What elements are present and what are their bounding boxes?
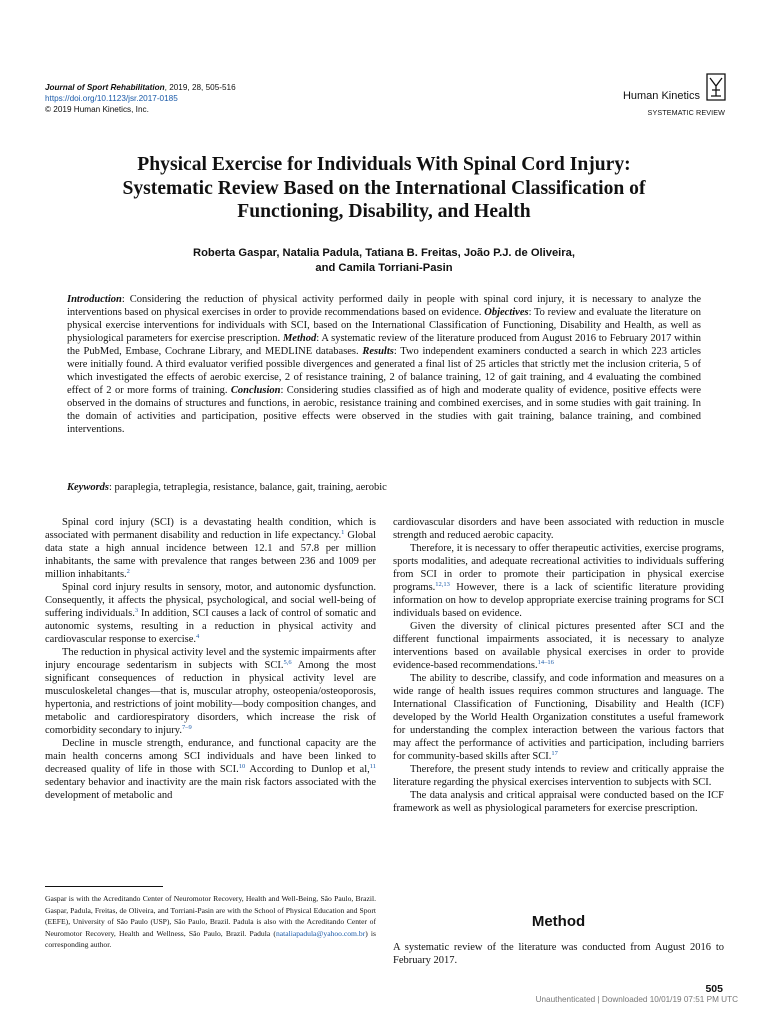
keywords: [67, 481, 701, 494]
citation-ref[interactable]: 10: [238, 763, 246, 770]
paragraph: [393, 672, 724, 763]
text-run: Global data state a high annual incidence between 12.1 and 57.8 per million inhabitants, the same with prevalence that ranges between 236 and 1009 per million inhabitants.: [45, 530, 376, 580]
email-link[interactable]: nataliapadula@yahoo.com.br: [275, 928, 366, 938]
paragraph: [393, 620, 724, 672]
text-run: The ability to describe, classify, and code information and measures on a wide range of health issues requires common structures and language. The International Classification of Functioning, Disability and Health (ICF) developed by the World Health Organization constitutes a useful framework for understanding the complex interaction between the various factors that may affect the performance of activities and participation, including barriers for community-based skills after SCI.: [393, 673, 724, 762]
footnote-rule: [45, 886, 163, 887]
publisher-logo: [610, 72, 728, 120]
text-run: According to Dunlop et al,: [245, 764, 370, 775]
text-run: In addition, SCI causes a lack of control of somatic and autonomic systems, resulting in a reduction in physical activity and cardiovascular response to exercise.: [45, 608, 376, 645]
abstract-objectives-text: : To review and evaluate the literature on physical exercise interventions for individuals with SCI, based on the International Classification of Functioning, Disability and Health, as well as physiological parameters for exercise prescription.: [67, 307, 701, 344]
authors-line: and Camila Torriani-Pasin: [315, 262, 453, 274]
footnote-tail: ) is corresponding author.: [45, 928, 376, 949]
citation-ref[interactable]: 4: [196, 633, 200, 640]
paragraph: [45, 516, 376, 581]
text-run: Given the diversity of clinical pictures presented after SCI and the different functional impairments associated, it is necessary to analyze interventions based on available physical exercises in order to provide evidence-based recommendations.: [393, 621, 724, 671]
footnote-text: Gaspar is with the Acreditando Center of Neuromotor Recovery, Health and Well-Being, São Paulo, Brazil. Gaspar, Padula, Freitas, de Oliveira, and Torriani-Pasin are with the School of Physical Education and Sport (EEFE), University of São Paulo (USP), São Paulo, Brazil. Padula is also with the Acreditando Center of Neuromotor Recovery, Health and Wellness, São Paulo, Brazil. Padula (: [45, 894, 376, 938]
copyright: © 2019 Human Kinetics, Inc.: [45, 105, 149, 114]
title-line: Systematic Review Based on the International Classification of: [122, 177, 646, 199]
citation-ref[interactable]: 7–9: [181, 724, 192, 731]
text-run: Among the most significant consequences of reduction in physical activity level are musculoskeletal changes—that is, muscular atrophy, osteopenia/osteoporosis, hypertonia, and restrictions of joint mobility—body composition changes, and metabolic and cardiorespiratory disorders, which increase the risk of comorbidity secondary to injury.: [45, 660, 376, 736]
citation-ref[interactable]: 11: [369, 763, 376, 770]
section-heading-method: Method: [531, 913, 586, 930]
method-paragraph: A systematic review of the literature was conducted from August 2016 to February 2017.: [393, 942, 724, 966]
authors-line: Roberta Gaspar, Natalia Padula, Tatiana B. Freitas, João P.J. de Oliveira,: [193, 247, 575, 259]
abstract-results-text: : Two independent examiners conducted a search in which 223 articles were initially found. A third evaluator verified possible divergences and generated a final list of 25 articles that strictly met the inclusion criteria, 5 of which investigated the effects of aerobic exercise, 2 of resistance training, 2 of balance training, 12 of gait training, and 4 evaluating the combined effect of 2 or more forms of training.: [67, 346, 701, 396]
paragraph: [393, 542, 724, 620]
download-notice: Unauthenticated | Downloaded 10/01/19 07:51 PM UTC: [535, 995, 738, 1004]
paragraph: cardiovascular disorders and have been associated with reduction in muscle strength and reduced aerobic capacity.: [393, 517, 724, 541]
text-run: Spinal cord injury results in sensory, motor, and autonomic dysfunction. Consequently, it affects the physical, psychological, and social well-being of suffering individuals.: [45, 582, 376, 619]
human-kinetics-logo-icon: [704, 72, 728, 102]
abstract-intro-label: Introduction: [67, 294, 122, 305]
abstract-conclusion-text: : Considering studies classified as of high and moderate quality of evidence, positive effects were observed in the domains of structures and functions, in aerobic, resistance training and combined exercises, and in some studies with gait training. In the domain of activities and participation, positive effects were observed in the studies with gait training, balance training, and combined interventions.: [67, 385, 701, 435]
text-run: sedentary behavior and inactivity are the main risk factors associated with the development of metabolic and: [45, 777, 376, 801]
paragraph: [45, 646, 376, 737]
text-run: However, there is a lack of scientific literature providing information on how to develop appropriate exercise training programs for SCI individuals based on evidence.: [393, 582, 724, 619]
text-run: The reduction in physical activity level and the systemic impairments after injury encourage sedentarism in subjects with SCI.: [45, 647, 376, 671]
keywords-label: Keywords: [67, 482, 109, 493]
citation-ref[interactable]: 12,13: [435, 581, 450, 588]
citation-ref[interactable]: 1: [341, 529, 345, 536]
citation-ref[interactable]: 17: [551, 750, 558, 757]
paragraph: Therefore, the present study intends to review and critically appraise the literature regarding the physical exercises intervention to subjects with SCI.: [393, 764, 724, 788]
page-number: 505: [705, 983, 723, 995]
abstract-method-label: Method: [282, 333, 317, 344]
article-type: SYSTEMATIC REVIEW: [647, 108, 725, 117]
journal-title: Journal of Sport Rehabilitation: [45, 83, 165, 92]
abstract-results-label: Results: [362, 346, 394, 357]
keywords-text: : paraplegia, tetraplegia, resistance, balance, gait, training, aerobic: [109, 482, 387, 493]
text-run: Spinal cord injury (SCI) is a devastating health condition, which is associated with permanent disability and reduction in life expectancy.: [45, 517, 376, 541]
abstract-objectives-label: Objectives: [484, 307, 529, 318]
body-left-column: [45, 516, 376, 802]
footnote: [45, 893, 376, 951]
publisher-name: Human Kinetics: [622, 90, 700, 102]
paragraph: The data analysis and critical appraisal were conducted based on the ICF framework as well as physiological parameters for exercise prescription.: [393, 790, 724, 814]
article-title: [40, 153, 728, 224]
text-run: Decline in muscle strength, endurance, and functional capacity are the main health concerns among SCI individuals and have been linked to decreased quality of life in those with SCI.: [45, 738, 376, 775]
doi-link[interactable]: https://doi.org/10.1123/jsr.2017-0185: [45, 94, 178, 103]
citation-ref[interactable]: 5,6: [283, 659, 292, 666]
journal-citation: , 2019, 28, 505-516: [164, 83, 236, 92]
abstract: [67, 293, 701, 436]
body-right-column: [393, 516, 724, 815]
title-line: Physical Exercise for Individuals With Spinal Cord Injury:: [137, 154, 631, 175]
journal-meta: [45, 82, 236, 115]
citation-ref[interactable]: 14–16: [537, 659, 554, 666]
title-line: Functioning, Disability, and Health: [237, 201, 531, 222]
paragraph: [45, 737, 376, 802]
abstract-intro-text: : Considering the reduction of physical activity performed daily in people with spinal cord injury, it is necessary to analyze the interventions based on physical exercises in order to provide recommendations based on evidence.: [67, 294, 701, 318]
abstract-conclusion-label: Conclusion: [230, 385, 281, 396]
text-run: Therefore, it is necessary to offer therapeutic activities, exercise programs, sports modalities, and adequate recreational activities to individuals suffering from SCI in order to promote their participation in physical exercise programs.: [393, 543, 724, 593]
citation-ref[interactable]: 3: [134, 607, 139, 614]
citation-ref[interactable]: 2: [126, 568, 130, 575]
abstract-method-text: : A systematic review of the literature produced from August 2016 to February 2017 within the PubMed, Embase, Cochrane Library, and MEDLINE databases.: [67, 333, 701, 357]
paragraph: [45, 581, 376, 646]
author-list: [40, 246, 728, 276]
